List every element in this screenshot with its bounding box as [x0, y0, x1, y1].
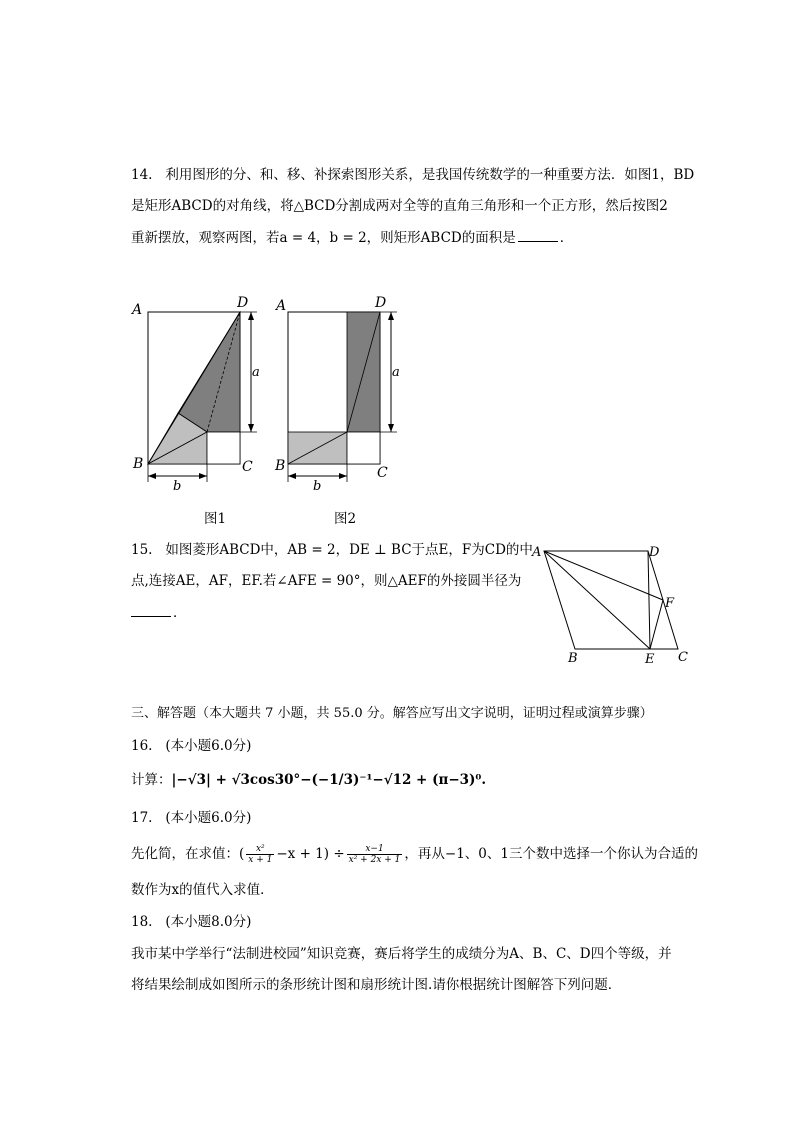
q14-line1: [131, 166, 694, 184]
q17-f1-den: x + 1: [248, 855, 273, 865]
fig2-label-a: a: [392, 365, 400, 380]
section-3-title: 三、解答题（本大题共 7 小题，共 55.0 分。解答应写出文字说明，证明过程或演算步骤）: [131, 706, 653, 721]
q17-text-2: 数作为x的值代入求值．: [131, 882, 274, 898]
q16-label: 计算：: [131, 772, 172, 788]
q18-line1: [131, 945, 672, 963]
q16-body: [131, 771, 486, 789]
q15-label-B: B: [568, 651, 578, 666]
answer-blank: [131, 604, 171, 617]
q17-line1: [131, 842, 698, 866]
q17-post: ，再从−1、0、1三个数中选择一个你认为合适的: [404, 846, 698, 862]
q14-line2: [131, 197, 668, 215]
square: [207, 432, 240, 464]
square-2: [347, 432, 380, 464]
q18-score: (本小题8.0分): [165, 914, 252, 930]
q14-text-3-end: ．: [559, 230, 574, 246]
q15-figure: [528, 540, 698, 670]
fig2-label-b: b: [313, 479, 322, 494]
fig1-label-A: A: [132, 302, 143, 318]
q17-number: 17.: [131, 810, 153, 826]
q17-f1-num: x²: [246, 844, 274, 855]
q15-label-C: C: [678, 650, 688, 665]
q17-score: (本小题6.0分): [165, 810, 252, 826]
q16-number: 16.: [131, 738, 153, 754]
q17-mid: −x + 1) ÷: [276, 846, 345, 862]
q16-score: (本小题6.0分): [165, 738, 252, 754]
q14-text-2: 是矩形ABCD的对角线，将△BCD分割成两对全等的直角三角形和一个正方形，然后按图2: [131, 198, 668, 214]
q17-header: [131, 809, 251, 827]
q14-text-3: 重新摆放，观察两图，若a = 4，b = 2，则矩形ABCD的面积是: [131, 230, 516, 246]
q17-f2-num: x−1: [347, 844, 403, 855]
fig1-label-C: C: [242, 459, 253, 475]
q15-text-2: 点,连接AE，AF，EF.若∠AFE = 90°，则△AEF的外接圆半径为: [131, 573, 522, 589]
q15-line1: [131, 541, 533, 559]
fig1-label-b: b: [173, 479, 182, 494]
q15-line3: [131, 604, 187, 622]
q14-line3: [131, 229, 573, 247]
q17-pre: 先化简，在求值：(: [131, 846, 245, 862]
fig2-label-D: D: [375, 295, 387, 311]
answer-blank: [518, 229, 558, 242]
q17-fraction-1: [246, 844, 274, 865]
fig2-label-B: B: [275, 458, 286, 474]
q16-expression: |−√3| + √3cos30°−(−1/3)⁻¹−√12 + (π−3)⁰.: [171, 772, 487, 788]
q18-header: [131, 913, 251, 931]
q17-f2-den: x² + 2x + 1: [348, 855, 401, 865]
fig2-label-C: C: [377, 465, 388, 481]
q14-text-1: 利用图形的分、和、移、补探索图形关系，是我国传统数学的一种重要方法．如图1，BD: [165, 167, 695, 183]
fig2-label-A: A: [276, 298, 287, 314]
q15-label-D: D: [649, 545, 660, 560]
fig1-label-B: B: [133, 456, 144, 472]
fig1-label-D: D: [237, 295, 249, 311]
q14-number: 14.: [131, 167, 153, 183]
q18-text-1: 我市某中学举行“法制进校园”知识竞赛，赛后将学生的成绩分为A、B、C、D四个等级，并: [131, 946, 672, 962]
q16-header: [131, 737, 251, 755]
q18-line2: [131, 976, 621, 994]
figure-2: [274, 295, 400, 494]
q15-label-E: E: [645, 652, 655, 667]
fig2-caption: 图2: [334, 511, 357, 527]
q15-label-A: A: [532, 545, 542, 560]
fig1-caption: 图1: [204, 511, 227, 527]
q15-label-F: F: [665, 596, 675, 611]
figure-1: [130, 295, 260, 494]
fig1-label-a: a: [252, 365, 260, 380]
rhombus: [544, 551, 678, 649]
q18-number: 18.: [131, 914, 153, 930]
q17-line2: [131, 881, 274, 899]
q14-figures: [125, 290, 415, 500]
q15-number: 15.: [131, 542, 153, 558]
q15-line2: [131, 572, 521, 590]
q15-text-1: 如图菱形ABCD中，AB = 2，DE ⊥ BC于点E，F为CD的中: [165, 542, 533, 558]
q17-fraction-2: [347, 844, 403, 865]
q15-text-3: ．: [173, 605, 187, 621]
q18-text-2: 将结果绘制成如图所示的条形统计图和扇形统计图.请你根据统计图解答下列问题．: [131, 977, 622, 993]
